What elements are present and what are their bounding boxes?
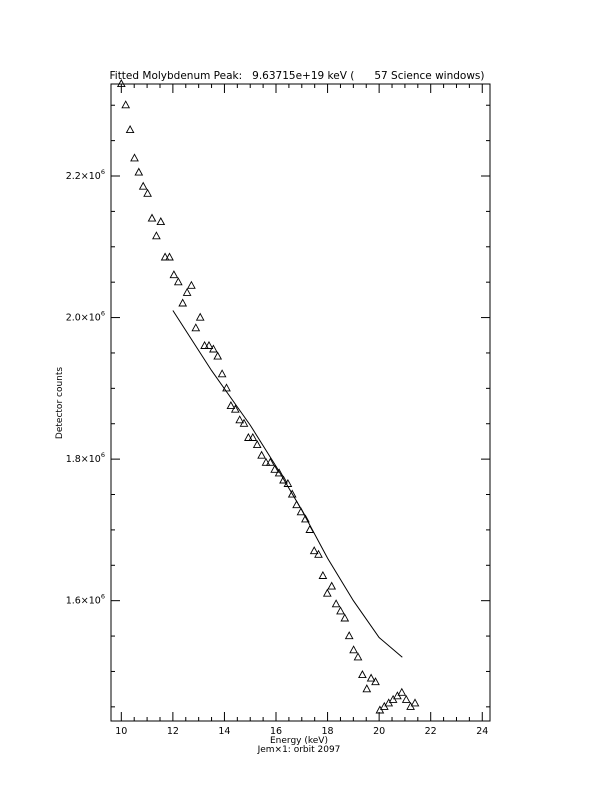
x-axis-label: Energy (keV)	[270, 736, 328, 746]
x-tick-label: 16	[269, 726, 283, 737]
data-point	[236, 416, 243, 423]
data-point	[254, 441, 261, 448]
data-point	[153, 232, 160, 239]
x-tick-label: 22	[424, 726, 437, 737]
data-point	[311, 547, 318, 554]
data-point	[184, 289, 191, 296]
data-point	[359, 671, 366, 678]
data-point	[227, 402, 234, 409]
data-point	[192, 324, 199, 331]
data-point	[131, 154, 138, 161]
y-axis-ticks	[66, 105, 490, 707]
data-point	[368, 675, 375, 682]
x-tick-label: 12	[166, 726, 179, 737]
data-point	[337, 607, 344, 614]
data-point	[214, 353, 221, 360]
x-tick-label: 20	[373, 726, 386, 737]
data-point	[411, 699, 418, 706]
data-point	[346, 632, 353, 639]
x-tick-label: 24	[476, 726, 489, 737]
data-point	[363, 685, 370, 692]
fit-line	[173, 311, 402, 658]
data-point	[319, 572, 326, 579]
data-point	[258, 452, 265, 459]
data-point	[328, 583, 335, 590]
data-point	[140, 183, 147, 190]
chart-caption: Jem×1: orbit 2097	[257, 745, 341, 755]
y-tick-label: $2.0\times 10^6$	[65, 309, 105, 324]
data-point	[122, 101, 129, 108]
data-point	[350, 646, 357, 653]
plot-border	[111, 84, 490, 721]
data-point	[175, 278, 182, 285]
x-tick-label: 10	[115, 726, 128, 737]
y-tick-label: $2.2\times 10^6$	[65, 168, 105, 183]
data-points	[118, 80, 419, 713]
x-tick-label: 14	[218, 726, 231, 737]
data-point	[398, 689, 405, 696]
data-point	[188, 282, 195, 289]
data-point	[144, 190, 151, 197]
data-point	[341, 614, 348, 621]
data-point	[135, 169, 142, 176]
data-point	[333, 600, 340, 607]
plot-frame	[111, 84, 490, 721]
data-point	[127, 126, 134, 133]
y-tick-label: $1.8\times 10^6$	[65, 451, 105, 466]
data-point	[403, 696, 410, 703]
x-axis-ticks	[115, 84, 488, 737]
chart-title: Fitted Molybdenum Peak: 9.63715e+19 keV ( 57 Science windows)	[109, 70, 485, 82]
fit-line-layer	[173, 311, 402, 658]
data-point	[170, 271, 177, 278]
data-point	[148, 215, 155, 222]
x-tick-label: 18	[321, 726, 334, 737]
data-point	[354, 653, 361, 660]
data-point	[157, 218, 164, 225]
y-axis-label: Detector counts	[55, 366, 65, 440]
data-point	[197, 314, 204, 321]
data-point	[179, 299, 186, 306]
y-tick-label: $1.6\times 10^6$	[65, 592, 105, 607]
data-point	[219, 370, 226, 377]
data-point	[324, 590, 331, 597]
